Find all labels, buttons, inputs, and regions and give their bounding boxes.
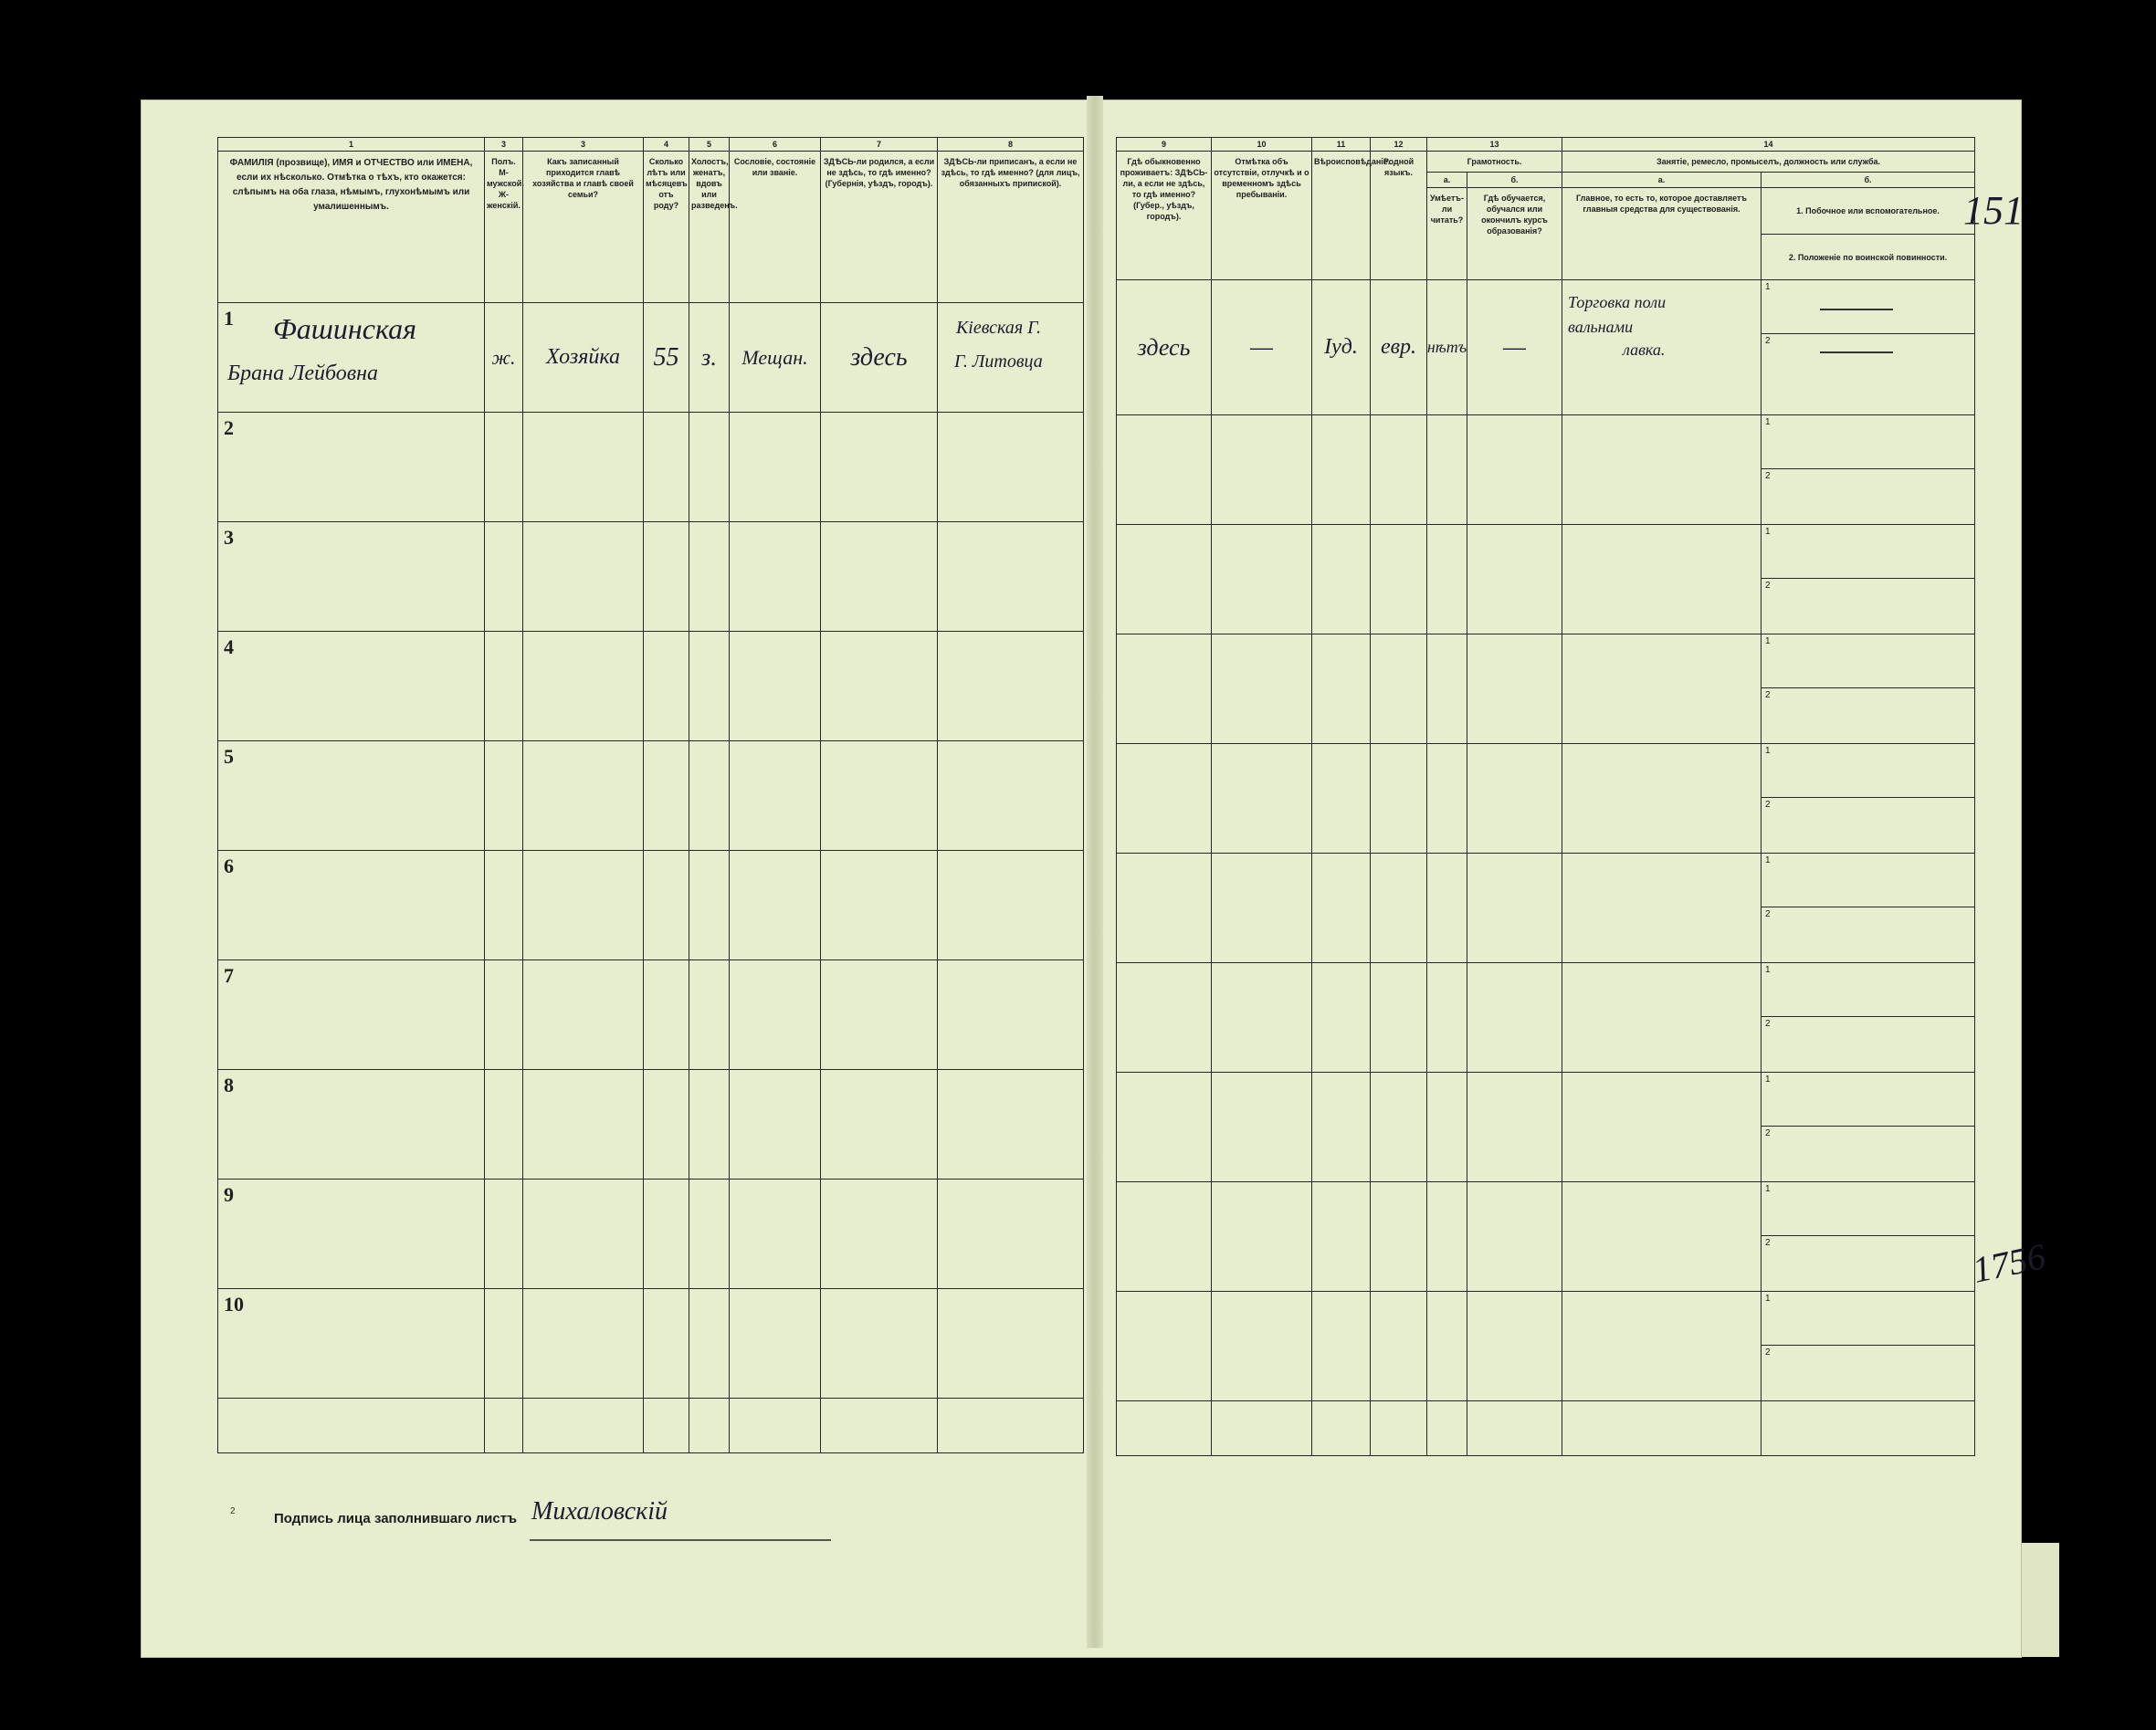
- footer-marker: 2: [230, 1506, 236, 1516]
- header-residence: Гдѣ обыкновенно проживаетъ: ЗДѢСЬ-ли, а если не здѣсь, то гдѣ именно? (Губер., уѣздъ, городъ).: [1117, 152, 1212, 280]
- side-occupation-1: [1762, 963, 1974, 1017]
- sub-number: 2: [1765, 336, 1771, 346]
- margin-page-number: 151: [1963, 188, 2024, 233]
- side-occupation-2: [1762, 579, 1974, 633]
- sub-number: 2: [1765, 581, 1771, 591]
- header-literacy: Грамотность.: [1427, 152, 1562, 173]
- literacy-a-label: а.: [1427, 173, 1467, 188]
- header-row: [1117, 152, 1975, 173]
- row-number: 5: [224, 745, 234, 768]
- table-row: [218, 851, 1084, 960]
- sub-number: 2: [1765, 1128, 1771, 1138]
- table-row: [218, 522, 1084, 632]
- col-number: 3: [523, 138, 644, 152]
- table-row: [218, 1289, 1084, 1399]
- sub-number: 2: [1765, 909, 1771, 919]
- header-occupation-side-2: 2. Положеніе по воинской повинности.: [1788, 252, 1948, 262]
- dash-mark: [1820, 351, 1893, 353]
- table-row: [218, 413, 1084, 522]
- age-value: 55: [653, 342, 679, 372]
- right-page-table: [1116, 137, 1975, 1456]
- side-occupation-2: [1762, 1017, 1974, 1071]
- sub-number: 1: [1765, 527, 1771, 537]
- side-occupation-2: [1762, 1236, 1974, 1290]
- relation-value: Хозяйка: [545, 345, 620, 369]
- col-number: 14: [1562, 138, 1975, 152]
- header-occupation-main: Главное, то есть то, которое доставляетъ главныя средства для существованія.: [1562, 188, 1762, 280]
- sub-number: 1: [1765, 636, 1771, 646]
- header-marital: Холостъ, женатъ, вдовъ или разведенъ.: [689, 152, 730, 303]
- side-occupation-1: [1762, 1292, 1974, 1346]
- col-number: 1: [218, 138, 485, 152]
- sub-number: 1: [1765, 1184, 1771, 1194]
- table-row: [218, 1070, 1084, 1180]
- class-value: Мещан.: [741, 345, 808, 369]
- header-age: Сколько лѣтъ или мѣсяцевъ отъ роду?: [644, 152, 689, 303]
- column-numbers-row: [1117, 138, 1975, 152]
- absence-value: —: [1250, 332, 1273, 362]
- left-page-table: [217, 137, 1084, 1453]
- table-row-blank: [218, 1399, 1084, 1453]
- birthplace-cell: [821, 303, 938, 413]
- col-number: 12: [1371, 138, 1427, 152]
- side-occupation-cell: [1762, 280, 1975, 415]
- side-occupation-1: [1762, 280, 1974, 334]
- header-row: [218, 152, 1084, 303]
- header-literacy-a: Умѣетъ-ли читать?: [1427, 188, 1467, 280]
- table-row: [218, 741, 1084, 851]
- class-cell: [730, 303, 821, 413]
- col-number: 9: [1117, 138, 1212, 152]
- language-value: евр.: [1380, 335, 1417, 359]
- col-number: 5: [689, 138, 730, 152]
- col-number: 6: [730, 138, 821, 152]
- occupation-value-line2: вальнами: [1568, 318, 1634, 336]
- sub-number: 1: [1765, 855, 1771, 865]
- row-number: 6: [224, 855, 234, 877]
- sub-number: 2: [1765, 800, 1771, 810]
- side-occupation-2: [1762, 1346, 1974, 1400]
- table-row: [1117, 525, 1975, 634]
- header-language: Родной языкъ.: [1371, 152, 1427, 280]
- name-cell: [218, 303, 485, 413]
- row-number: 1: [224, 307, 234, 330]
- occupation-cell: [1562, 280, 1762, 415]
- header-religion: Вѣроисповѣданіе.: [1312, 152, 1371, 280]
- marital-value: з.: [701, 343, 717, 371]
- side-occupation-1: [1762, 634, 1974, 688]
- col-number: 10: [1212, 138, 1312, 152]
- sub-number: 1: [1765, 746, 1771, 756]
- sub-number: 2: [1765, 1347, 1771, 1358]
- literacy-b-value: —: [1503, 332, 1526, 362]
- literacy-a-value: нѣтъ: [1426, 338, 1467, 356]
- col-number: 4: [644, 138, 689, 152]
- sub-number: 1: [1765, 965, 1771, 975]
- header-relation: Какъ записанный приходится главѣ хозяйства и главѣ своей семьи?: [523, 152, 644, 303]
- header-literacy-b: Гдѣ обучается, обучался или окончилъ курсъ образованія?: [1467, 188, 1562, 280]
- side-occupation-1: [1762, 744, 1974, 798]
- row-number: 3: [224, 526, 234, 549]
- table-row: [1117, 854, 1975, 963]
- sub-number: 2: [1765, 690, 1771, 700]
- religion-value: Іуд.: [1324, 335, 1358, 359]
- table-row-blank: [1117, 1401, 1975, 1456]
- side-occupation-1: [1762, 854, 1974, 907]
- table-row: [1117, 415, 1975, 525]
- birthplace-value: здесь: [850, 342, 908, 372]
- table-row: [1117, 744, 1975, 854]
- sub-number: 1: [1765, 1075, 1771, 1085]
- registered-value-line2: Г. Литовца: [954, 351, 1043, 372]
- sub-number: 2: [1765, 1019, 1771, 1029]
- side-occupation-1: [1762, 415, 1974, 469]
- table-row: [1117, 963, 1975, 1073]
- signature-underline: [530, 1539, 831, 1541]
- table-row: [1117, 1182, 1975, 1292]
- header-name: ФАМИЛІЯ (прозвище), ИМЯ и ОТЧЕСТВО или ИМЕНА, если их нѣсколько. Отмѣтка о тѣхъ, кто окажется: слѣпымъ на оба глаза, нѣмымъ, глухонѣмымъ или умалишеннымъ.: [218, 152, 485, 303]
- header-birthplace: ЗДѢСЬ-ли родился, а если не здѣсь, то гдѣ именно? (Губернія, уѣздъ, городъ).: [821, 152, 938, 303]
- relation-cell: [523, 303, 644, 413]
- sub-number: 2: [1765, 1238, 1771, 1248]
- side-occupation-2: [1762, 798, 1974, 852]
- header-registered: ЗДѢСЬ-ли приписанъ, а если не здѣсь, то гдѣ именно? (для лицъ, обязанныхъ припиской).: [938, 152, 1084, 303]
- header-occupation: Занятіе, ремесло, промыселъ, должность или служба.: [1562, 152, 1975, 173]
- occupation-value: Торговка поли: [1568, 293, 1667, 311]
- sub-number: 1: [1765, 417, 1771, 427]
- age-cell: [644, 303, 689, 413]
- literacy-a-cell: [1427, 280, 1467, 415]
- side-occupation-1: [1762, 525, 1974, 579]
- row-number: 10: [224, 1293, 244, 1316]
- signature-label: Подпись лица заполнившаго листъ: [274, 1511, 518, 1526]
- row-number: 4: [224, 635, 234, 658]
- row-number: 8: [224, 1074, 234, 1096]
- marital-cell: [689, 303, 730, 413]
- col-number: 8: [938, 138, 1084, 152]
- side-occupation-2: [1762, 907, 1974, 961]
- side-occupation-2: [1762, 334, 1974, 388]
- margin-archive-number: 1756: [1969, 1235, 2049, 1291]
- row-number: 9: [224, 1183, 234, 1206]
- side-occupation-2: [1762, 469, 1974, 523]
- sex-cell: [485, 303, 523, 413]
- sub-number: 1: [1765, 282, 1771, 292]
- surname-handwriting: Фашинская: [273, 312, 417, 345]
- side-occupation-2: [1762, 1127, 1974, 1180]
- table-row: [218, 632, 1084, 741]
- occupation-value-line3: лавка.: [1623, 341, 1666, 359]
- side-occupation-1: [1762, 1182, 1974, 1236]
- table-row: [218, 1180, 1084, 1289]
- sub-number: 2: [1765, 471, 1771, 481]
- residence-cell: [1117, 280, 1212, 415]
- col-number: 7: [821, 138, 938, 152]
- dash-mark: [1820, 309, 1893, 310]
- col-number: 3: [485, 138, 523, 152]
- table-row: [1117, 1292, 1975, 1401]
- table-row: [1117, 280, 1975, 415]
- row-number: 7: [224, 964, 234, 987]
- occupation-b-label: б.: [1762, 173, 1975, 188]
- header-occupation-side: [1762, 188, 1975, 280]
- header-sex: Полъ. М-мужской. Ж-женскій.: [485, 152, 523, 303]
- table-row: [1117, 634, 1975, 744]
- column-numbers-row: [218, 138, 1084, 152]
- registered-value: Кіевская Г.: [956, 318, 1042, 338]
- religion-cell: [1312, 280, 1371, 415]
- occupation-a-label: а.: [1562, 173, 1762, 188]
- absence-cell: [1212, 280, 1312, 415]
- table-row: [218, 303, 1084, 413]
- table-row: [218, 960, 1084, 1070]
- literacy-b-cell: [1467, 280, 1562, 415]
- col-number: 13: [1427, 138, 1562, 152]
- literacy-b-label: б.: [1467, 173, 1562, 188]
- side-occupation-1: [1762, 1073, 1974, 1127]
- given-name-handwriting: Брана Лейбовна: [227, 362, 379, 385]
- residence-value: здесь: [1137, 333, 1191, 361]
- sub-number: 1: [1765, 1294, 1771, 1304]
- header-class: Сословіе, состояніе или званіе.: [730, 152, 821, 303]
- row-number: 2: [224, 416, 234, 439]
- language-cell: [1371, 280, 1427, 415]
- sex-value: ж.: [491, 345, 516, 369]
- col-number: 11: [1312, 138, 1371, 152]
- table-row: [1117, 1073, 1975, 1182]
- signature-handwriting: Михаловскій: [531, 1497, 668, 1526]
- header-occupation-side-1: 1. Побочное или вспомогательное.: [1762, 188, 1974, 235]
- registered-cell: [938, 303, 1084, 413]
- side-occupation-2: [1762, 688, 1974, 742]
- header-absence: Отмѣтка объ отсутствіи, отлучкѣ и о временномъ здѣсь пребываніи.: [1212, 152, 1312, 280]
- page-fold: [1087, 96, 1103, 1648]
